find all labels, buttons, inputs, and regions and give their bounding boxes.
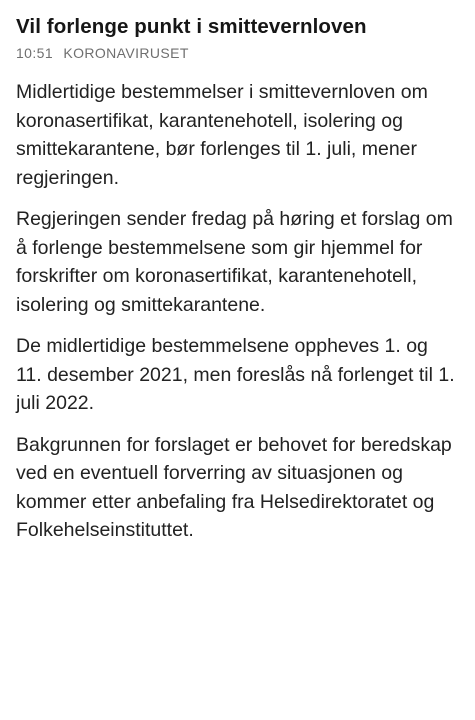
publish-time: 10:51 — [16, 45, 54, 61]
article-paragraph: De midlertidige bestemmelsene oppheves 1. og 11. desember 2021, men foreslås nå forlenget til 1. juli 2022. — [16, 335, 455, 414]
article-paragraph: Bakgrunnen for forslaget er behovet for beredskap ved en eventuell forverring av situasjonen og kommer etter anbefaling fra Helsedirektoratet og Folkehelseinstituttet. — [16, 433, 452, 541]
category-label[interactable]: KORONAVIRUSET — [63, 45, 189, 61]
article-paragraph: Midlertidige bestemmelser i smittevernloven om koronasertifikat, karantenehotell, isolering og smittekarantene, bør forlenges til 1. juli, mener regjeringen. — [16, 81, 428, 189]
article-headline[interactable]: Vil forlenge punkt i smittevernloven — [16, 15, 367, 38]
article-body — [16, 78, 457, 545]
article-paragraph: Regjeringen sender fredag på høring et forslag om å forlenge bestemmelsene som gir hjemmel for forskrifter om koronasertifikat, karantenehotell, isolering og smittekarantene. — [16, 208, 453, 316]
article-meta — [16, 44, 457, 62]
